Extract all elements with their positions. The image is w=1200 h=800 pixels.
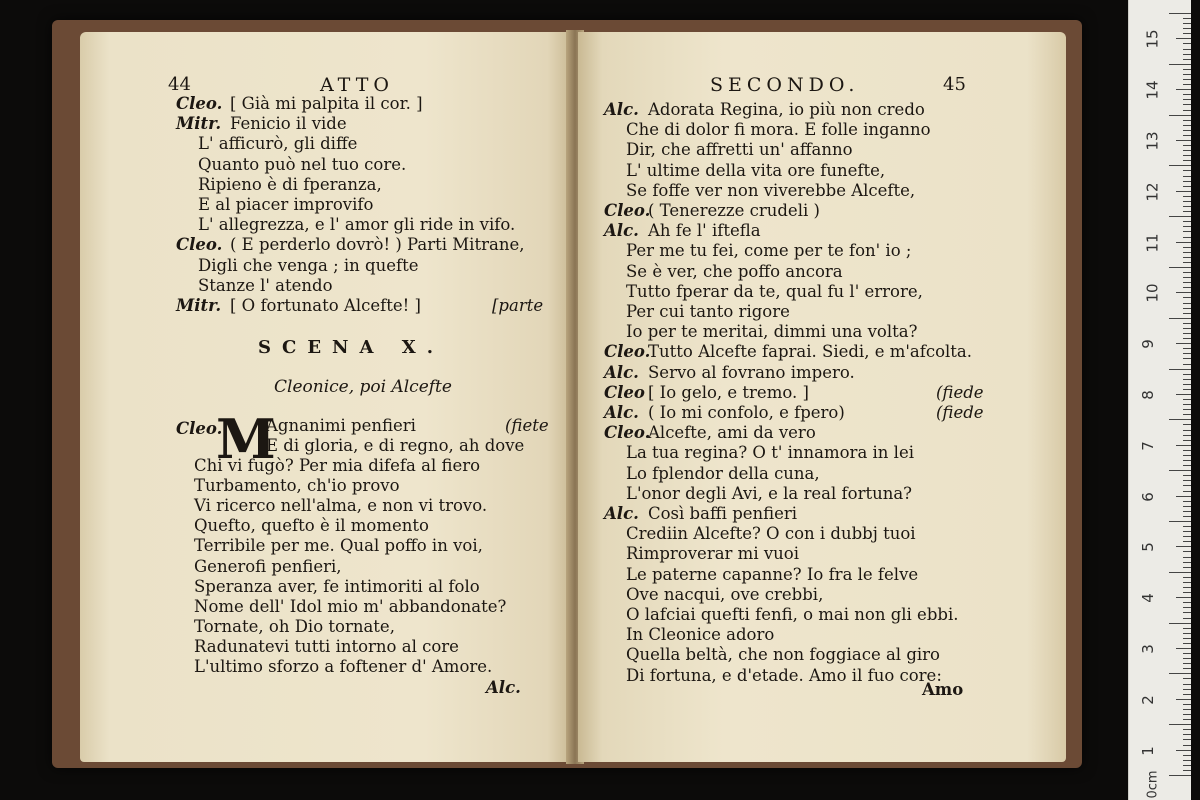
ruler-tick xyxy=(1183,643,1191,644)
ruler-tick xyxy=(1183,618,1191,619)
right-page xyxy=(578,32,1066,762)
ruler-tick xyxy=(1169,470,1191,471)
ruler-tick xyxy=(1183,176,1191,177)
ruler-tick xyxy=(1183,409,1191,410)
verse-line: L'onor degli Avi, e la real fortuna? xyxy=(626,483,913,503)
speaker-label: Alc. xyxy=(604,221,639,241)
verse-line: O lafciai quefti fenfi, o mai non gli ebbi. xyxy=(626,605,959,624)
ruler-tick xyxy=(1176,38,1191,39)
stage-direction: [parte xyxy=(492,296,544,315)
ruler-tick xyxy=(1176,292,1191,293)
verse-line: Alcefte, ami da vero xyxy=(648,423,816,443)
ruler-tick xyxy=(1183,506,1191,507)
verse-line: Quella beltà, che non foggiace al giro xyxy=(626,645,940,665)
left-page xyxy=(80,32,572,762)
ruler-tick xyxy=(1183,237,1191,238)
scene-title: SCENA X. xyxy=(258,337,444,358)
ruler-tick xyxy=(1183,424,1191,425)
speaker-label: Alc. xyxy=(604,403,639,422)
verse-line: E al piacer improvifo xyxy=(198,195,374,214)
ruler-tick xyxy=(1183,33,1191,34)
ruler-number: 12 xyxy=(1143,182,1162,202)
ruler-tick xyxy=(1169,267,1191,268)
verse-line: ( E perderlo dovrò! ) Parti Mitrane, xyxy=(230,235,525,255)
verse-line: Tornate, oh Dio tornate, xyxy=(194,616,395,636)
ruler-tick xyxy=(1183,226,1191,227)
speaker-label: Cleo. xyxy=(604,201,651,220)
ruler-tick xyxy=(1183,653,1191,654)
ruler-tick xyxy=(1183,84,1191,85)
ruler-tick xyxy=(1183,125,1191,126)
verse-line: Generofi penfieri, xyxy=(194,556,342,576)
ruler-tick xyxy=(1183,704,1191,705)
ruler-tick xyxy=(1183,389,1191,390)
verse-line: L'ultimo sforzo a foftener d' Amore. xyxy=(194,657,493,676)
verse-line: Tutto fperar da te, qual fu l' errore, xyxy=(626,281,923,301)
ruler-tick xyxy=(1183,181,1191,182)
ruler-number: 4 xyxy=(1138,593,1157,603)
ruler-tick xyxy=(1183,557,1191,558)
ruler-tick xyxy=(1183,430,1191,431)
verse-line: Ripieno è di fperanza, xyxy=(198,174,382,194)
verse-line: Digli che venga ; in quefte xyxy=(198,255,419,275)
ruler-tick xyxy=(1169,623,1191,624)
ruler-tick xyxy=(1169,521,1191,522)
ruler-tick xyxy=(1183,201,1191,202)
ruler-tick xyxy=(1183,323,1191,324)
ruler-tick xyxy=(1183,23,1191,24)
ruler-tick xyxy=(1183,297,1191,298)
ruler-tick xyxy=(1183,536,1191,537)
ruler-number: 7 xyxy=(1138,441,1157,451)
verse-line: [ O fortunato Alcefte! ] xyxy=(230,296,421,315)
verse-line: [ Io gelo, e tremo. ] xyxy=(648,382,809,402)
ruler-tick xyxy=(1183,379,1191,380)
ruler-tick xyxy=(1176,445,1191,446)
ruler-tick xyxy=(1183,338,1191,339)
ruler-tick xyxy=(1183,531,1191,532)
ruler-number: 1 xyxy=(1138,745,1157,756)
ruler-tick xyxy=(1183,247,1191,248)
verse-line: Nome dell' Idol mio m' abbandonate? xyxy=(194,596,507,616)
ruler-number: 3 xyxy=(1138,644,1157,654)
verse-line: Vi ricerco nell'alma, e non vi trovo. xyxy=(194,496,488,516)
ruler-tick xyxy=(1183,612,1191,613)
ruler-tick xyxy=(1183,755,1191,756)
ruler-tick xyxy=(1183,628,1191,629)
ruler-tick xyxy=(1183,460,1191,461)
ruler-tick xyxy=(1169,318,1191,319)
ruler-tick xyxy=(1183,257,1191,258)
ruler-tick xyxy=(1183,59,1191,60)
catchword: Amo xyxy=(922,680,964,699)
ruler-tick xyxy=(1183,480,1191,481)
ruler-tick xyxy=(1183,602,1191,603)
page-number: 45 xyxy=(943,74,966,95)
ruler-tick xyxy=(1183,262,1191,263)
ruler-number: 5 xyxy=(1138,542,1157,553)
speaker-label: Mitr. xyxy=(176,114,222,134)
ruler-tick xyxy=(1183,414,1191,415)
ruler-number: 6 xyxy=(1138,491,1157,502)
ruler-tick xyxy=(1183,206,1191,207)
ruler-tick xyxy=(1183,450,1191,451)
verse-line: Servo al fovrano impero. xyxy=(648,362,855,382)
verse-line: ( Io mi confolo, e fpero) xyxy=(648,403,845,422)
verse-line: Turbamento, ch'io provo xyxy=(194,476,400,496)
ruler-tick xyxy=(1183,145,1191,146)
ruler-tick xyxy=(1183,567,1191,568)
verse-line: E di gloria, e di regno, ah dove xyxy=(266,436,525,455)
ruler-tick xyxy=(1176,496,1191,497)
verse-line: Terribile per me. Qual poffo in voi, xyxy=(194,536,483,556)
ruler-tick xyxy=(1169,216,1191,217)
scene-characters: Cleonice, poi Alcefte xyxy=(274,377,452,397)
verse-line: Stanze l' atendo xyxy=(198,275,333,295)
ruler-tick xyxy=(1183,303,1191,304)
running-head: SECONDO. xyxy=(710,74,860,96)
verse-line: Lo fplendor della cuna, xyxy=(626,463,820,483)
ruler-tick xyxy=(1183,689,1191,690)
speaker-label: Mitr. xyxy=(176,296,222,315)
ruler-tick xyxy=(1183,658,1191,659)
ruler-tick xyxy=(1183,99,1191,100)
ruler-tick xyxy=(1183,353,1191,354)
ruler-tick xyxy=(1183,440,1191,441)
ruler-tick xyxy=(1183,485,1191,486)
ruler-tick xyxy=(1183,196,1191,197)
verse-line: Fenicio il vide xyxy=(230,114,347,134)
ruler-tick xyxy=(1169,369,1191,370)
ruler-tick xyxy=(1183,729,1191,730)
ruler-tick xyxy=(1169,419,1191,420)
verse-line: Per cui tanto rigore xyxy=(626,302,790,321)
ruler-tick xyxy=(1183,277,1191,278)
ruler-number: 8 xyxy=(1138,390,1157,400)
speaker-label: Cleo. xyxy=(176,235,223,255)
ruler-tick xyxy=(1183,694,1191,695)
ruler-tick xyxy=(1183,28,1191,29)
speaker-label: Alc. xyxy=(604,504,639,523)
ruler-tick xyxy=(1183,607,1191,608)
ruler-tick xyxy=(1183,364,1191,365)
ruler-tick xyxy=(1169,572,1191,573)
ruler-tick xyxy=(1176,750,1191,751)
ruler-tick xyxy=(1183,43,1191,44)
ruler-tick xyxy=(1169,64,1191,65)
ruler-tick xyxy=(1183,582,1191,583)
ruler-tick xyxy=(1169,165,1191,166)
verse-line: Rimproverar mi vuoi xyxy=(626,544,800,564)
ruler-tick xyxy=(1183,358,1191,359)
verse-line: Che di dolor fi mora. E folle inganno xyxy=(626,120,931,140)
ruler-tick xyxy=(1183,714,1191,715)
drop-cap: M xyxy=(216,407,276,471)
speaker-label: Cleo. xyxy=(176,94,223,113)
ruler-tick xyxy=(1183,577,1191,578)
ruler-tick xyxy=(1183,287,1191,288)
ruler-tick xyxy=(1183,170,1191,171)
ruler-tick xyxy=(1183,709,1191,710)
verse-line: L' afficurò, gli diffe xyxy=(198,134,358,154)
ruler-tick xyxy=(1176,648,1191,649)
speaker-label: Cleo xyxy=(604,382,645,402)
ruler-tick xyxy=(1183,551,1191,552)
speaker-label: Cleo. xyxy=(604,342,651,362)
verse-line: Chi vi fugò? Per mia difefa al fiero xyxy=(194,456,481,475)
ruler-tick xyxy=(1183,587,1191,588)
ruler-tick xyxy=(1183,272,1191,273)
ruler-tick xyxy=(1169,775,1191,776)
ruler-tick xyxy=(1183,282,1191,283)
catchword: Alc. xyxy=(486,678,521,697)
ruler-tick xyxy=(1183,404,1191,405)
verse-line: La tua regina? O t' innamora in lei xyxy=(626,443,914,463)
ruler-number: 13 xyxy=(1143,131,1162,151)
ruler-tick xyxy=(1183,668,1191,669)
ruler-tick xyxy=(1183,313,1191,314)
verse-line: Le paterne capanne? Io fra le felve xyxy=(626,564,919,584)
ruler-tick xyxy=(1183,221,1191,222)
page-number: 44 xyxy=(168,74,191,95)
ruler-tick xyxy=(1176,191,1191,192)
ruler-tick xyxy=(1176,89,1191,90)
ruler-tick xyxy=(1183,374,1191,375)
verse-line: [ Già mi palpita il cor. ] xyxy=(230,94,423,113)
ruler-tick xyxy=(1183,348,1191,349)
ruler-tick xyxy=(1169,13,1191,14)
ruler-tick xyxy=(1183,150,1191,151)
ruler-tick xyxy=(1183,49,1191,50)
verse-line: Se foffe ver non viverebbe Alcefte, xyxy=(626,180,916,200)
ruler-unit-label: 0cm xyxy=(1145,770,1161,799)
ruler-number: 15 xyxy=(1143,29,1162,49)
ruler-tick xyxy=(1176,394,1191,395)
ruler-tick xyxy=(1183,770,1191,771)
ruler-tick xyxy=(1183,79,1191,80)
verse-line: L' allegrezza, e l' amor gli ride in vifo. xyxy=(198,215,516,235)
ruler-tick xyxy=(1183,333,1191,334)
verse-line: Se è ver, che poffo ancora xyxy=(626,261,843,281)
verse-line: Così baffi penfieri xyxy=(648,504,798,523)
ruler-tick xyxy=(1183,74,1191,75)
stage-direction: (fiede xyxy=(936,403,984,422)
ruler-tick xyxy=(1183,765,1191,766)
speaker-label: Alc. xyxy=(604,100,639,119)
ruler-tick xyxy=(1183,760,1191,761)
verse-line: ( Tenerezze crudeli ) xyxy=(648,201,820,220)
ruler-tick xyxy=(1183,399,1191,400)
ruler-tick xyxy=(1183,308,1191,309)
ruler-tick xyxy=(1183,638,1191,639)
ruler-tick xyxy=(1183,745,1191,746)
ruler-tick xyxy=(1183,252,1191,253)
ruler-tick xyxy=(1183,663,1191,664)
verse-line: Ove nacqui, ove crebbi, xyxy=(626,584,824,604)
ruler-number: 9 xyxy=(1138,339,1157,349)
verse-line: Adorata Regina, io più non credo xyxy=(648,100,925,119)
ruler-tick xyxy=(1169,724,1191,725)
ruler-tick xyxy=(1183,541,1191,542)
verse-line: Agnanimi penfieri xyxy=(266,416,416,435)
ruler-tick xyxy=(1183,120,1191,121)
verse-line: Speranza aver, fe intimoriti al folo xyxy=(194,576,480,596)
ruler-tick xyxy=(1183,516,1191,517)
ruler-number: 11 xyxy=(1143,233,1162,253)
ruler-tick xyxy=(1183,678,1191,679)
ruler-tick xyxy=(1183,562,1191,563)
ruler-tick xyxy=(1183,734,1191,735)
stage-direction: (fiete xyxy=(505,416,549,435)
speaker-label: Cleo. xyxy=(176,419,223,438)
ruler-tick xyxy=(1183,465,1191,466)
verse-line: In Cleonice adoro xyxy=(626,625,775,645)
ruler-tick xyxy=(1183,69,1191,70)
verse-line: Io per te meritai, dimmi una volta? xyxy=(626,322,918,342)
ruler-tick xyxy=(1183,104,1191,105)
ruler-tick xyxy=(1183,155,1191,156)
speaker-label: Cleo. xyxy=(604,423,651,443)
ruler-tick xyxy=(1183,684,1191,685)
ruler-tick xyxy=(1183,160,1191,161)
ruler-tick xyxy=(1183,135,1191,136)
verse-line: Radunatevi tutti intorno al core xyxy=(194,636,459,656)
ruler-tick xyxy=(1169,673,1191,674)
verse-line: Quanto può nel tuo core. xyxy=(198,154,407,174)
ruler-tick xyxy=(1183,592,1191,593)
measurement-ruler xyxy=(1128,0,1191,800)
ruler-tick xyxy=(1183,435,1191,436)
ruler-tick xyxy=(1183,491,1191,492)
ruler-tick xyxy=(1183,130,1191,131)
ruler-tick xyxy=(1183,186,1191,187)
ruler-tick xyxy=(1183,328,1191,329)
ruler-tick xyxy=(1169,115,1191,116)
ruler-tick xyxy=(1183,54,1191,55)
ruler-tick xyxy=(1183,231,1191,232)
ruler-tick xyxy=(1183,719,1191,720)
verse-line: Dir, che affretti un' affanno xyxy=(626,140,853,160)
ruler-tick xyxy=(1183,18,1191,19)
ruler-tick xyxy=(1176,699,1191,700)
ruler-number: 14 xyxy=(1143,80,1162,100)
verse-line: Quefto, quefto è il momento xyxy=(194,516,429,536)
ruler-number: 2 xyxy=(1138,695,1157,705)
ruler-tick xyxy=(1176,597,1191,598)
ruler-tick xyxy=(1183,94,1191,95)
verse-line: Ah fe l' iftefla xyxy=(648,221,761,241)
stage-direction: (fiede xyxy=(936,382,984,402)
verse-line: Di fortuna, e d'etade. Amo il fuo core: xyxy=(626,665,942,685)
ruler-tick xyxy=(1183,455,1191,456)
ruler-tick xyxy=(1183,475,1191,476)
ruler-tick xyxy=(1176,140,1191,141)
ruler-tick xyxy=(1183,526,1191,527)
speaker-label: Alc. xyxy=(604,362,639,382)
ruler-tick xyxy=(1183,110,1191,111)
ruler-tick xyxy=(1183,501,1191,502)
ruler-tick xyxy=(1183,211,1191,212)
ruler-tick xyxy=(1183,739,1191,740)
running-head: ATTO xyxy=(320,74,394,96)
ruler-tick xyxy=(1176,242,1191,243)
ruler-number: 10 xyxy=(1143,283,1162,303)
ruler-tick xyxy=(1183,384,1191,385)
ruler-tick xyxy=(1176,546,1191,547)
verse-line: Per me tu fei, come per te fon' io ; xyxy=(626,241,912,261)
ruler-tick xyxy=(1176,343,1191,344)
verse-line: Crediin Alcefte? O con i dubbj tuoi xyxy=(626,524,916,544)
ruler-tick xyxy=(1183,633,1191,634)
verse-line: Tutto Alcefte faprai. Siedi, e m'afcolta. xyxy=(648,342,972,362)
verse-line: L' ultime della vita ore funefte, xyxy=(626,160,886,180)
ruler-tick xyxy=(1183,511,1191,512)
